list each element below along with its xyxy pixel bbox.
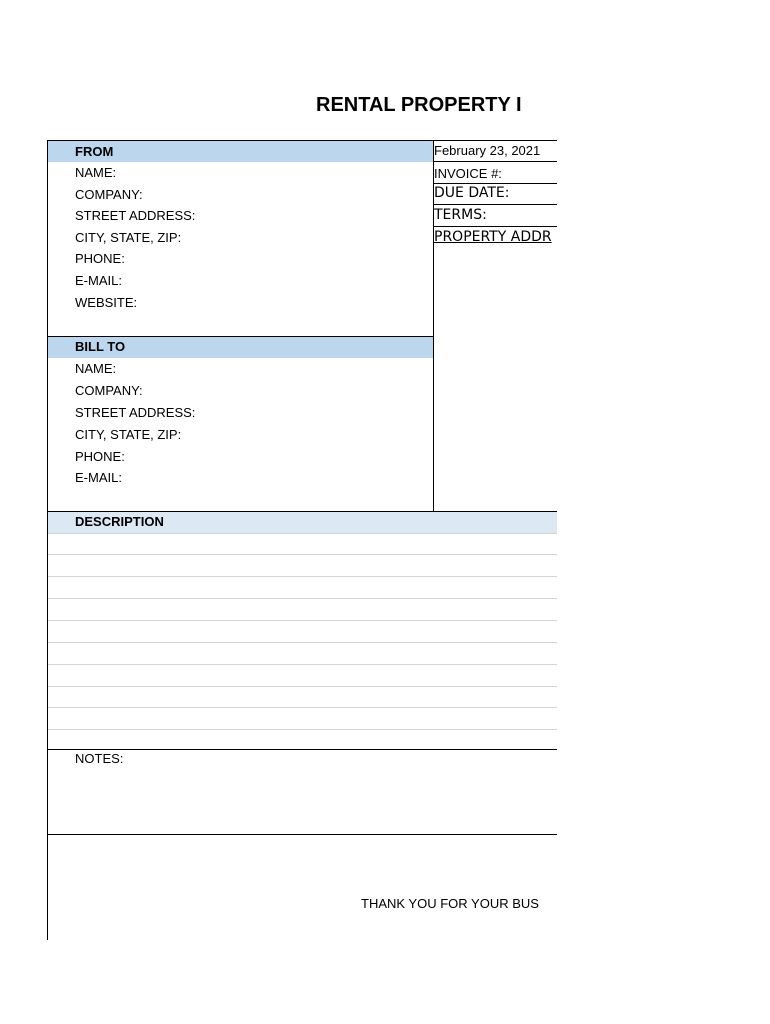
from-email-label: E-MAIL: [75, 273, 122, 288]
from-city-label: CITY, STATE, ZIP: [75, 230, 182, 245]
description-row-line [48, 554, 557, 555]
date-rule [433, 161, 557, 162]
invoice-title: RENTAL PROPERTY I [316, 94, 522, 116]
description-row-line [48, 664, 557, 665]
bill-to-city-label: CITY, STATE, ZIP: [75, 427, 182, 442]
from-header: FROM [75, 144, 114, 159]
description-row-line [48, 598, 557, 599]
notes-top-border [47, 749, 557, 750]
due-date-label: DUE DATE: [434, 185, 510, 201]
from-name-label: NAME: [75, 165, 117, 180]
invoice-date: February 23, 2021 [434, 143, 541, 158]
notes-label: NOTES: [75, 751, 124, 766]
invoice-number-rule [433, 183, 557, 184]
description-row-line [48, 620, 557, 621]
description-row-line [48, 642, 557, 643]
notes-bottom-border [47, 834, 557, 835]
terms-rule [433, 226, 557, 227]
bill-to-street-label: STREET ADDRESS: [75, 405, 196, 420]
from-phone-label: PHONE: [75, 251, 125, 266]
bill-to-header: BILL TO [75, 339, 126, 354]
left-border [47, 140, 48, 940]
bill-to-name-label: NAME: [75, 361, 117, 376]
description-row-line [48, 576, 557, 577]
property-address-label: PROPERTY ADDR [434, 229, 552, 245]
due-date-rule [433, 204, 557, 205]
invoice-sheet [47, 140, 557, 940]
bill-to-email-label: E-MAIL: [75, 470, 122, 485]
description-row-line [48, 729, 557, 730]
from-company-label: COMPANY: [75, 187, 143, 202]
thank-you-message: THANK YOU FOR YOUR BUS [361, 896, 539, 911]
description-row-line [48, 686, 557, 687]
invoice-number-label: INVOICE #: [434, 166, 502, 181]
description-row-line [48, 533, 557, 534]
from-website-label: WEBSITE: [75, 295, 138, 310]
description-header: DESCRIPTION [75, 514, 164, 529]
bill-to-phone-label: PHONE: [75, 449, 125, 464]
from-street-label: STREET ADDRESS: [75, 208, 196, 223]
terms-label: TERMS: [434, 207, 487, 223]
bill-to-company-label: COMPANY: [75, 383, 143, 398]
description-row-line [48, 707, 557, 708]
